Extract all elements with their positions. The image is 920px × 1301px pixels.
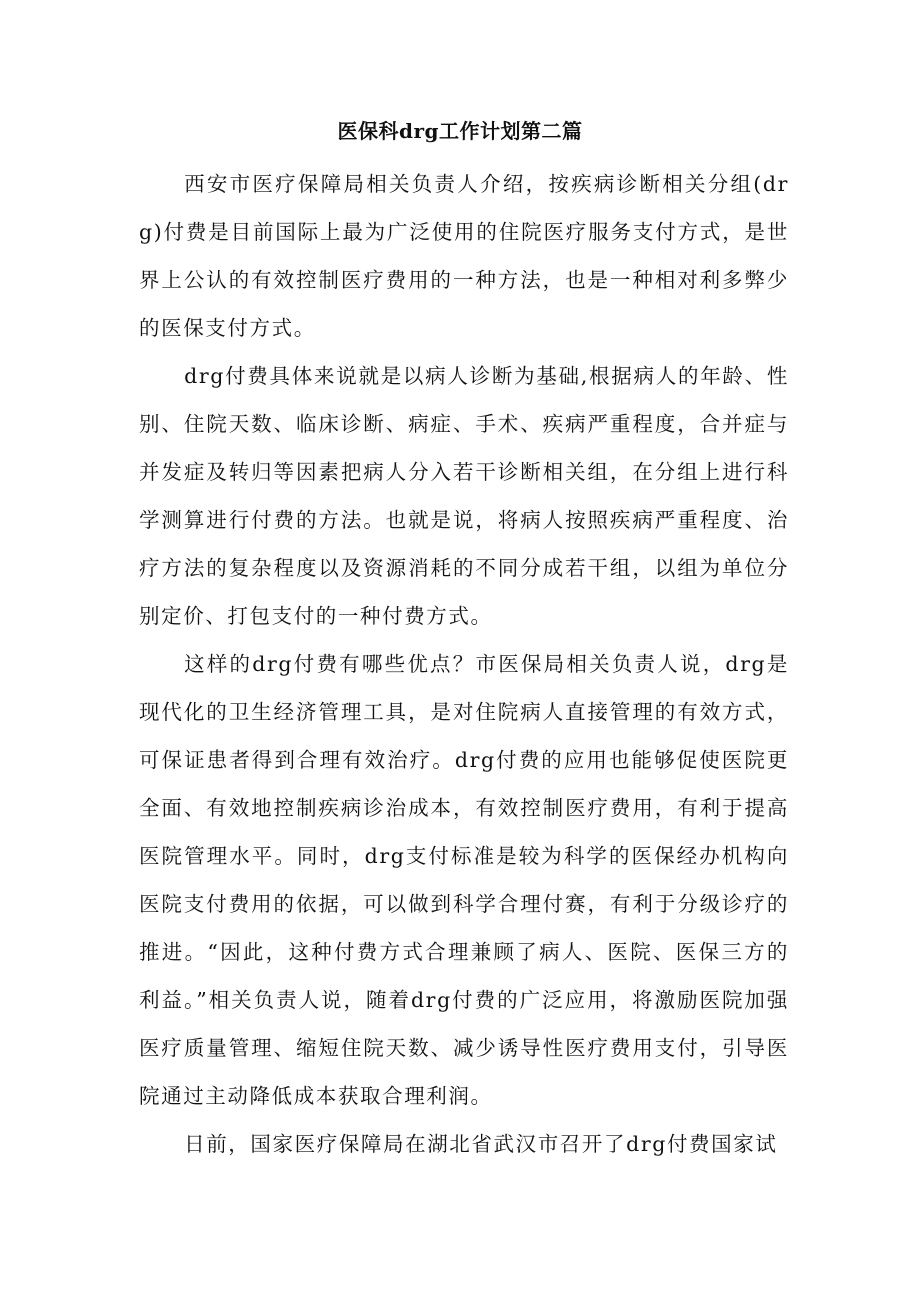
- document-body: [139, 160, 789, 1168]
- paragraph-4: 日前，国家医疗保障局在湖北省武汉市召开了drg付费国家试: [184, 1132, 778, 1156]
- document-title: 医保科drg工作计划第二篇: [337, 119, 583, 143]
- paragraph-3: 这样的drg付费有哪些优点？市医保局相关负责人说，drg是现代化的卫生经济管理工具，是对住院病人直接管理的有效方式，可保证患者得到合理有效治疗。drg付费的应用也能够促使医院更全面、有效地控制疾病诊治成本，有效控制医疗费用，有利于提高医院管理水平。同时，drg支付标准是较为科学的医保经办机构向医院支付费用的依据，可以做到科学合理付赛，有利于分级诊疗的推进。“因此，这种付费方式合理兼顾了病人、医院、医保三方的利益。”相关负责人说，随着drg付费的广泛应用，将激励医院加强医疗质量管理、缩短住院天数、减少诱导性医疗费用支付，引导医院通过主动降低成本获取合理利润。: [139, 652, 789, 1108]
- paragraph-2: drg付费具体来说就是以病人诊断为基础,根据病人的年龄、性别、住院天数、临床诊断、病症、手术、疾病严重程度，合并症与并发症及转归等因素把病人分入若干诊断相关组，在分组上进行科学测算进行付费的方法。也就是说，将病人按照疾病严重程度、治疗方法的复杂程度以及资源消耗的不同分成若干组，以组为单位分别定价、打包支付的一种付费方式。: [139, 364, 789, 628]
- paragraph-1: 西安市医疗保障局相关负责人介绍，按疾病诊断相关分组(drg)付费是目前国际上最为广泛使用的住院医疗服务支付方式，是世界上公认的有效控制医疗费用的一种方法，也是一种相对利多弊少的医保支付方式。: [139, 172, 789, 340]
